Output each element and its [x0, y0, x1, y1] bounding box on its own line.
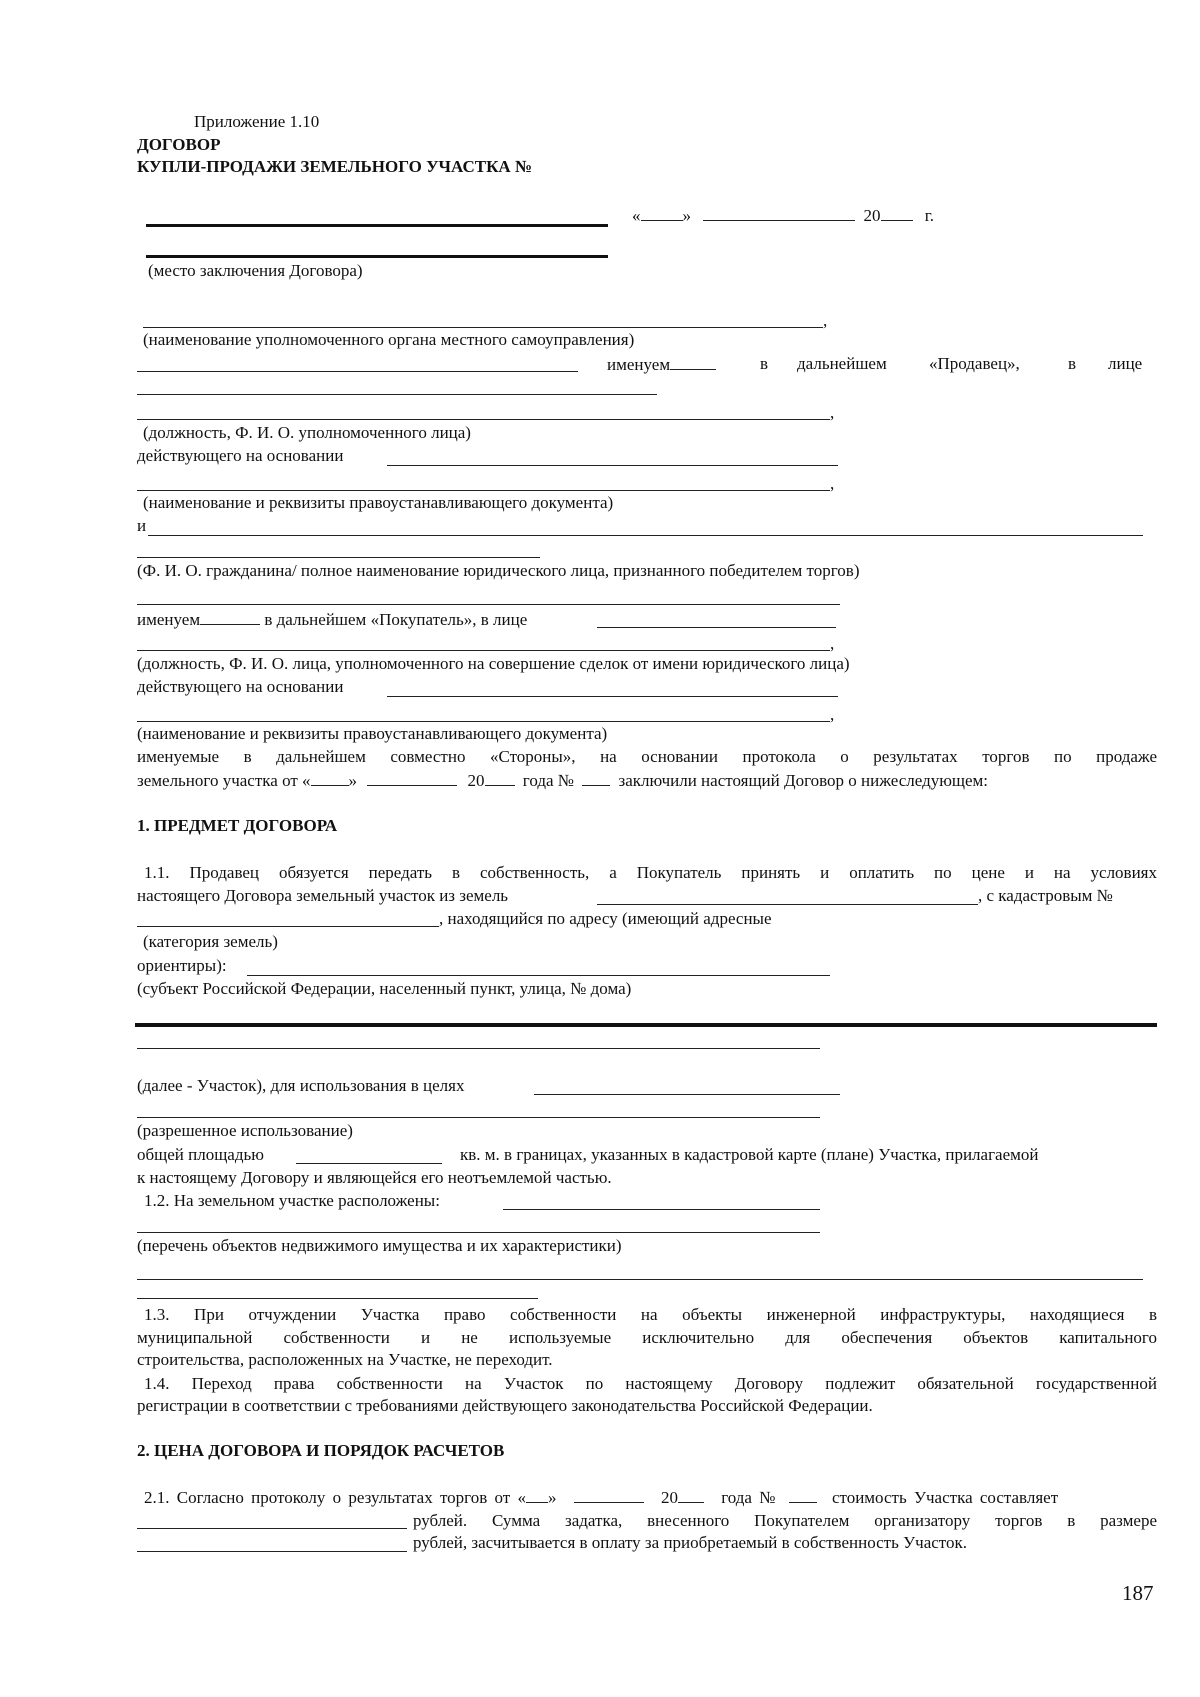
p14-line-1: 1.4. Переход права собственности на Участок по настоящему Договору подлежит обязательной государственной — [144, 1374, 1157, 1393]
p13-line-3: строительства, расположенных на Участке, не переходит. — [137, 1350, 553, 1369]
seller-w-v2: в — [1068, 354, 1077, 373]
p21-year-prefix: 20 — [660, 1488, 678, 1507]
p21-number-blank — [789, 1487, 817, 1503]
buyer-basis-line-2 — [137, 721, 830, 722]
seller-named — [607, 354, 716, 375]
buyer-basis-line — [387, 696, 838, 697]
p21-cost-phrase: стоимость Участка составляет — [831, 1488, 1059, 1507]
buyer-rep-line-2 — [137, 650, 830, 651]
purpose-label: (далее - Участок), для использования в целях — [137, 1076, 465, 1095]
address-blank — [247, 975, 830, 976]
seller-org-caption: (наименование уполномоченного органа местного самоуправления) — [143, 330, 635, 349]
seller-w-lice: лице — [1108, 354, 1143, 373]
address-caption: (субъект Российской Федерации, населенный пункт, улица, № дома) — [137, 979, 632, 998]
buyer-winner-line — [137, 604, 840, 605]
area-blank — [296, 1163, 442, 1164]
p12-blank — [503, 1209, 820, 1210]
seller-rep-line-2 — [137, 419, 830, 420]
purpose-blank — [534, 1094, 840, 1095]
buyer-rep-line — [597, 627, 836, 628]
purpose-line-2 — [137, 1117, 820, 1118]
date-year-suffix: г. — [924, 206, 935, 225]
buyer-name-line-2 — [137, 557, 540, 558]
seller-doc-caption: (наименование и реквизиты правоустанавливающего документа) — [143, 493, 614, 512]
appendix-label: Приложение 1.10 — [194, 112, 320, 131]
parties-concluded: заключили настоящий Договор о нижеследующем: — [618, 771, 989, 790]
buyer-named — [137, 609, 527, 630]
seller-and: и — [137, 516, 147, 535]
seller-org-line — [143, 327, 823, 328]
seller-w-prodavec: «Продавец», — [929, 354, 1020, 373]
parties-close-quote: » — [348, 771, 358, 790]
p21-year-blank — [678, 1487, 704, 1503]
landmarks-label: ориентиры): — [137, 956, 227, 975]
p21-intro: 2.1. Согласно протоколу о результатах торгов от « — [144, 1488, 526, 1507]
buyer-position-caption: (должность, Ф. И. О. лица, уполномоченного на совершение сделок от имени юридического лица) — [137, 654, 850, 673]
objects-line — [137, 1279, 1143, 1280]
seller-basis-line-2 — [137, 490, 830, 491]
p21-number-label: года № — [721, 1488, 776, 1507]
seller-basis-comma: , — [830, 474, 835, 493]
p11-line-2a: настоящего Договора земельный участок из земель — [137, 886, 509, 905]
contract-date — [632, 205, 934, 226]
p11-line-2b: , с кадастровым № — [978, 886, 1113, 905]
parties-line-1: именуемые в дальнейшем совместно «Стороны», на основании протокола о результатах торгов по продаже — [137, 747, 1157, 766]
seller-rep-line — [137, 394, 657, 395]
parties-from: земельного участка от « — [137, 771, 311, 790]
date-day-blank — [641, 205, 683, 221]
p11-line-1: 1.1. Продавец обязуется передать в собственность, а Покупатель принять и оплатить по цене и на условиях — [144, 863, 1157, 882]
p21-deposit-blank — [137, 1551, 407, 1552]
section1-heading: 1. ПРЕДМЕТ ДОГОВОРА — [137, 816, 338, 835]
seller-w-v: в — [760, 354, 769, 373]
p12-label: 1.2. На земельном участке расположены: — [144, 1191, 440, 1210]
seller-named-blank — [670, 354, 716, 370]
parties-number-label: года № — [522, 771, 575, 790]
seller-rep-comma: , — [830, 403, 835, 422]
section2-heading: 2. ЦЕНА ДОГОВОРА И ПОРЯДОК РАСЧЕТОВ — [137, 1441, 505, 1460]
seller-org-comma: , — [823, 311, 828, 330]
p21-line-1 — [144, 1487, 1058, 1508]
divider-rule — [135, 1023, 1157, 1027]
objects-line-2 — [137, 1298, 538, 1299]
category-caption: (категория земель) — [143, 932, 278, 951]
parties-month-blank — [367, 770, 457, 786]
p13-line-2: муниципальной собственности и не используемые исключительно для обеспечения объектов капитального — [137, 1328, 1157, 1347]
area-line-2: к настоящему Договору и являющейся его неотъемлемой частью. — [137, 1168, 612, 1187]
p21-line-2: рублей. Сумма задатка, внесенного Покупателем организатору торгов в размере — [413, 1511, 1157, 1530]
seller-basis-line — [387, 465, 838, 466]
area-label: общей площадью — [137, 1145, 264, 1164]
buyer-doc-caption: (наименование и реквизиты правоустанавливающего документа) — [137, 724, 608, 743]
seller-w-dalneishem: дальнейшем — [797, 354, 887, 373]
date-year-prefix: 20 — [863, 206, 881, 225]
buyer-basis-comma: , — [830, 705, 835, 724]
p11-category-blank — [137, 926, 439, 927]
buyer-winner-caption: (Ф. И. О. гражданина/ полное наименование юридического лица, признанного победителем торгов) — [137, 561, 860, 580]
contract-title: ДОГОВОР — [137, 135, 221, 154]
p11-land-blank — [597, 904, 978, 905]
parties-day-blank — [311, 770, 349, 786]
seller-position-caption: (должность, Ф. И. О. уполномоченного лица) — [143, 423, 471, 442]
objects-caption: (перечень объектов недвижимого имущества и их характеристики) — [137, 1236, 622, 1255]
place-line-2 — [146, 255, 608, 258]
buyer-rep-comma: , — [830, 634, 835, 653]
p12-line-2 — [137, 1232, 820, 1233]
buyer-name-line — [148, 535, 1143, 536]
contract-subtitle: КУПЛИ-ПРОДАЖИ ЗЕМЕЛЬНОГО УЧАСТКА № — [137, 157, 533, 176]
p11-line-3: , находящийся по адресу (имеющий адресные — [439, 909, 772, 928]
address-line-2 — [137, 1048, 820, 1049]
p21-month-blank — [574, 1487, 644, 1503]
p21-day-blank — [526, 1487, 548, 1503]
p13-line-1: 1.3. При отчуждении Участка право собственности на объекты инженерной инфраструктуры, находящиеся в — [144, 1305, 1157, 1324]
permitted-caption: (разрешенное использование) — [137, 1121, 353, 1140]
p14-line-2: регистрации в соответствии с требованиями действующего законодательства Российской Федерации. — [137, 1396, 873, 1415]
date-year-blank — [881, 205, 913, 221]
date-close-quote: » — [682, 206, 691, 225]
parties-line-2 — [137, 770, 988, 791]
page-number: 187 — [1122, 1581, 1154, 1605]
area-rest: кв. м. в границах, указанных в кадастровой карте (плане) Участка, прилагаемой — [460, 1145, 1039, 1164]
buyer-named-blank — [200, 609, 260, 625]
p21-price-blank — [137, 1528, 407, 1529]
seller-named-word: именуем — [607, 355, 671, 374]
place-line-1 — [146, 224, 608, 227]
parties-year-blank — [485, 770, 515, 786]
date-month-blank — [703, 205, 855, 221]
seller-org-line-2 — [137, 371, 578, 372]
p21-line-3: рублей, засчитывается в оплату за приобретаемый в собственность Участок. — [413, 1533, 967, 1552]
buyer-named-word: именуем — [137, 610, 201, 629]
buyer-acting-basis: действующего на основании — [137, 677, 344, 696]
buyer-named-rest: в дальнейшем «Покупатель», в лице — [264, 610, 528, 629]
parties-year-prefix: 20 — [467, 771, 485, 790]
p21-close-quote: » — [547, 1488, 557, 1507]
parties-number-blank — [582, 770, 610, 786]
seller-acting-basis: действующего на основании — [137, 446, 344, 465]
place-caption: (место заключения Договора) — [148, 261, 363, 280]
date-open-quote: « — [632, 206, 641, 225]
